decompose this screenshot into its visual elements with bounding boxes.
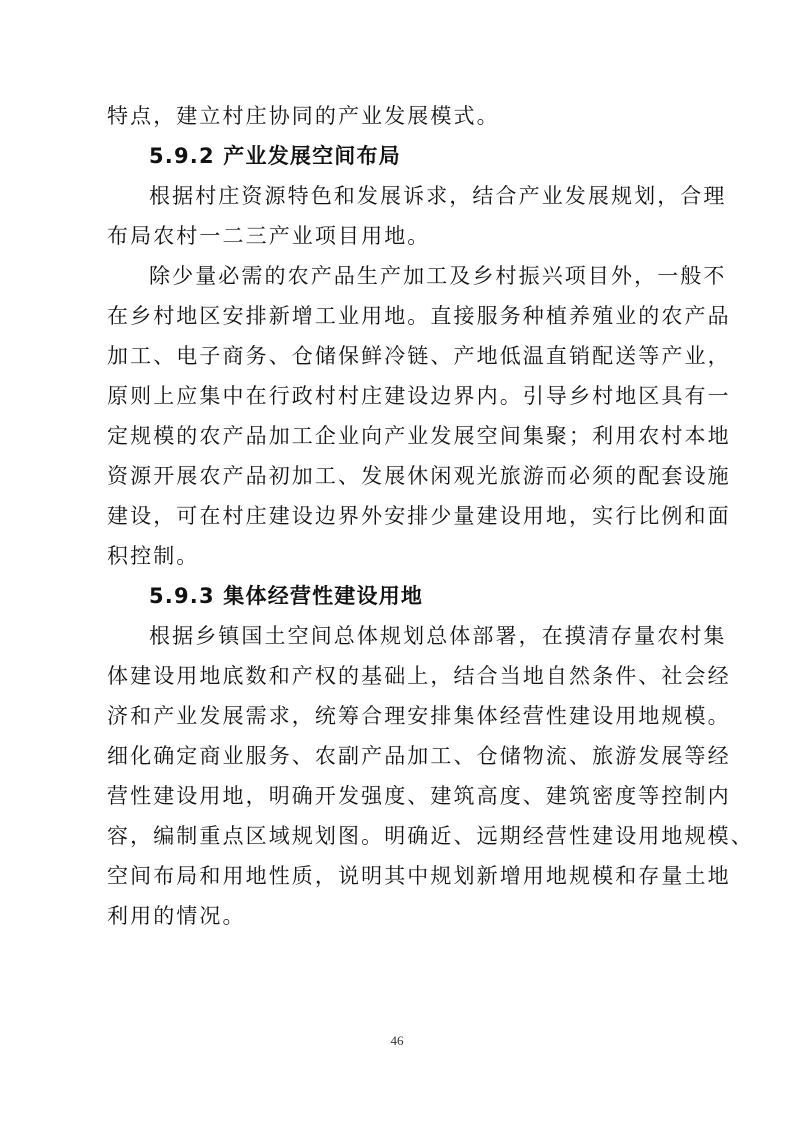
paragraph-line: 建设，可在村庄建设边界外安排少量建设用地，实行比例和面 (107, 504, 731, 528)
paragraph-line: 细化确定商业服务、农副产品加工、仓储物流、旅游发展等经 (107, 744, 731, 768)
paragraph-line: 根据乡镇国土空间总体规划总体部署，在摸清存量农村集 (149, 624, 727, 648)
paragraph-line: 资源开展农产品初加工、发展休闲观光旅游而必须的配套设施 (107, 464, 731, 488)
paragraph-line: 加工、电子商务、仓储保鲜冷链、产地低温直销配送等产业， (107, 344, 731, 368)
body-text-line: 特点，建立村庄协同的产业发展模式。 (107, 104, 500, 128)
paragraph-line: 营性建设用地，明确开发强度、建筑高度、建筑密度等控制内 (107, 784, 731, 808)
paragraph-line: 布局农村一二三产业项目用地。 (107, 224, 431, 248)
paragraph-line: 利用的情况。 (107, 904, 246, 928)
section-heading-5-9-2: 5.9.2 产业发展空间布局 (149, 144, 401, 168)
paragraph-line: 定规模的农产品加工企业向产业发展空间集聚；利用农村本地 (107, 424, 731, 448)
section-heading-5-9-3: 5.9.3 集体经营性建设用地 (149, 584, 424, 608)
paragraph-line: 容，编制重点区域规划图。明确近、远期经营性建设用地规模、 (107, 824, 754, 848)
paragraph-line: 原则上应集中在行政村村庄建设边界内。引导乡村地区具有一 (107, 384, 731, 408)
page-number: 46 (390, 1033, 404, 1048)
document-body (107, 96, 754, 936)
paragraph-line: 根据村庄资源特色和发展诉求，结合产业发展规划，合理 (149, 184, 727, 208)
paragraph-line: 空间布局和用地性质，说明其中规划新增用地规模和存量土地 (107, 864, 731, 888)
paragraph-line: 积控制。 (107, 544, 200, 568)
paragraph-line: 除少量必需的农产品生产加工及乡村振兴项目外，一般不 (149, 264, 727, 288)
paragraph-line: 在乡村地区安排新增工业用地。直接服务种植养殖业的农产品 (107, 304, 731, 328)
paragraph-line: 济和产业发展需求，统筹合理安排集体经营性建设用地规模。 (107, 704, 731, 728)
paragraph-line: 体建设用地底数和产权的基础上，结合当地自然条件、社会经 (107, 664, 731, 688)
